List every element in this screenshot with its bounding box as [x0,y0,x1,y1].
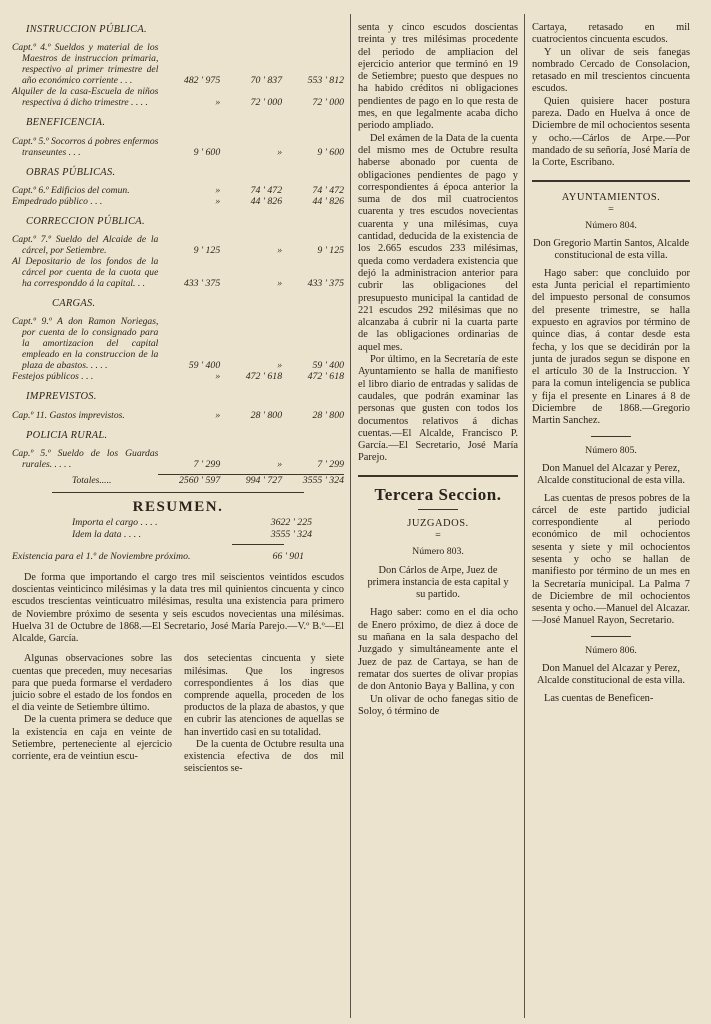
paragraph: Don Manuel del Alcazar y Perez, Alcalde constitucional de esta villa. [536,663,686,687]
paragraph: senta y cinco escudos doscientas treinta y tres milésimas procedente del periodo de ampliacion del ejercicio anterior que terminó en 19 de Setiembre; puesto que despues no ha habido créditos ni obligaciones pendientes de pago en lo que resta de mes, en que legalmente acaba dicho periodo ampliado. [358,22,518,132]
account-amount: 72 ' 000 [312,97,344,109]
paragraph: Hago saber: que concluido por esta Junta pericial el repartimiento del impuesto personal de consumos del presente trimestre, se halla expuesto en agravios por término de quince dias, á contar desde esta fecha, y los que se decidirán por la junta de jurados segun se dispone en el artículo 30 de la Instruccion. Y para la comun inteligencia se publica y fija el presente en Linares á 8 de Diciembre de 1868.—Gregorio Martin Sanchez. [532,267,690,427]
subcolumn [12,653,172,775]
section-heading: OBRAS PÚBLICAS. [26,166,116,178]
section-heading: AYUNTAMIENTOS. [561,191,661,203]
totals-table [12,474,344,486]
account-table [12,316,344,382]
account-amount: » [277,278,283,290]
notice-number: Número 803. [412,546,464,558]
account-amount: 482 ' 975 [183,75,221,87]
account-amount: » [277,245,283,257]
account-row [12,86,344,108]
account-amount: 74 ' 472 [312,184,344,196]
account-amount: 44 ' 826 [250,195,283,207]
account-table [12,185,344,207]
section-heading: IMPREVISTOS. [26,391,97,403]
totals-row: Totales..... 2560 ' 597 994 ' 727 3555 ' 324 [72,475,344,487]
account-label: Empedrado público . . . [12,195,103,207]
account-amount: 74 ' 472 [250,184,283,196]
account-amount: » [215,409,221,421]
paragraph: Y un olivar de seis fanegas nombrado Cercado de Consolacion, retasado en mil trescientos cincuenta escudos. [532,46,690,95]
notice-number: Número 804. [585,219,637,231]
account-row [12,410,344,421]
notice-number: Número 805. [585,444,637,456]
account-amount: 59 ' 400 [312,360,344,372]
account-amount: » [277,360,283,372]
account-amount: » [215,195,221,207]
account-table [12,42,344,108]
column-right: Cartaya, retasado en mil cuatrocientos cincuenta escudos. Y un olivar de seis fanegas nombrado Cercado de Consolacion, retasado en mil trescientos cincuenta escudos. Quien quisiere hacer postura pareza. Dado en Huelva á once de Diciembre de mil ochocientos sesenta y ocho.—Cárlos de Arpe.—Por mandado de su señoría, José María de la Corte, Escribano. AYUNTAMIENTOS. = Número 804. Don Gregorio Martin Santos, Alcalde constitucional de esta villa. Hago saber: que concluido por esta Junta pericial el repartimiento del impuesto personal de consumos del presente trimestre, se halla expuesto en agravios por término de quince dias, á contar desde esta fecha, y los que se decidirán por la junta de jurados segun se dispone en el artículo 30 de la Instruccion. Y para la comun inteligencia se publica y fija el presente en Linares á 8 de Diciembre de 1868.—Gregorio Martin Sanchez. Número 805. Don Manuel del Alcazar y Perez, Alcalde constitucional de esta villa. Las cuentas de presos pobres de la cárcel de este partido judicial correspondiente al periodo económico de mil ochocientos sesenta y siete y mil ochocientos sesenta y ocho se hallan de manifiesto por término de un mes en la Secretaría municipal. La Palma 7 de Diciembre de mil ochocientos sesenta y ocho.—Manuel del Alcazar.—José Manuel Rayon, Secretario. Número 806. Don Manuel del Alcazar y Perez, Alcalde constitucional de esta villa. Las cuentas de Beneficen- [532,22,690,704]
resumen-title: RESUMEN. [132,499,224,516]
account-label: Cap.º 11. Gastos imprevistos. [12,409,125,421]
account-label: Festejos públicos . . . [12,371,94,383]
subcolumn [184,653,344,775]
account-table [12,448,344,470]
paragraph: De forma que importando el cargo tres mil seiscientos veintidos escudos doscientas veinticinco milésimas y la data tres mil quinientos cincuenta y cinco escudos trescientas veinticuatro milésimas, resulta una existencia para primero de Noviembre próximo de sesenta y seis escudos novecientas una milésimas. Huelva 31 de Octubre de 1868.—El Secretario, José María Parejo.—V.º B.º—El Alcalde, García. [12,571,344,645]
account-amount: 433 ' 375 [183,278,221,290]
section-title: Tercera Seccion. [374,484,502,504]
section-heading: JUZGADOS. [407,517,469,529]
paragraph: Don Manuel del Alcazar y Perez, Alcalde constitucional de esta villa. [536,462,686,487]
account-amount: 28 ' 800 [312,409,344,421]
account-amount: 59 ' 400 [188,360,221,372]
paragraph: Un olivar de ocho fanegas sitio de Soloy, ó término de [358,693,518,717]
account-amount: 9 ' 600 [193,146,221,158]
paragraph: Cartaya, retasado en mil cuatrocientos cincuenta escudos. [532,22,690,46]
account-table [12,234,344,289]
account-row [12,234,344,256]
account-amount: 7 ' 299 [193,459,221,471]
account-amount: » [215,371,221,383]
paragraph: Quien quisiere hacer postura pareza. Dado en Huelva á once de Diciembre de mil ochocientos sesenta y ocho.—Cárlos de Arpe.—Por mandado de su señoría, José María de la Corte, Escribano. [532,95,690,169]
account-amount: 72 ' 000 [250,97,283,109]
account-amount: » [277,459,283,471]
paragraph: dos setecientas cincuenta y siete milésimas. Que los ingresos correspondientes á los dias que comprende aquella, proceden de los productos de la plaza de abastos, y que en cubrir las atenciones de aquellas se han invertido casi en su totalidad. [184,653,344,738]
section-heading: CORRECCION PÚBLICA. [26,215,145,227]
account-amount: 9 ' 125 [317,245,344,257]
account-row [12,371,344,382]
column-divider [350,14,351,1018]
account-label: Alquiler de la casa-Escuela de niños respectiva á dicho trimestre . . . . [12,86,159,109]
account-amount: 472 ' 618 [307,371,344,383]
account-label: Capt.º 7.º Sueldo del Alcaide de la cárcel, por Setiembre. [12,234,159,257]
paragraph: Las cuentas de Beneficen- [544,692,654,704]
paragraph: De la cuenta de Octubre resulta una existencia efectiva de dos mil seiscientos se- [184,738,344,775]
account-label: Capt.º 5.º Socorros á pobres enfermos transeuntes . . . [12,135,159,158]
account-amount: » [215,97,221,109]
account-row [12,185,344,196]
account-label: Cap.º 5.º Sueldo de los Guardas rurales. . . . . [12,448,159,471]
account-amount: » [277,146,283,158]
account-row [12,448,344,470]
account-table [12,136,344,158]
column-middle: senta y cinco escudos doscientas treinta y tres milésimas procedente del periodo de ampliacion del ejercicio anterior que terminó en 19 de Setiembre; puesto que despues no ha habido créditos ni obligaciones pendientes de pago en lo que resta de mes, en que legalmente acaba dicho periodo ampliado. Del exámen de la Data de la cuenta del mismo mes de Octubre resulta haberse abonado por cuenta de obligaciones pendientes de pago y correspondientes á época anterior la suma de dos mil cuatrocientos cuarenta y tres escudos novecientas cuarenta y una milésimas, cuya cantidad, deducida de la existencia de los 2.665 escudos 233 milésimas, queda como verdadera existencia que dejó la administracion anterior para cubrir las obligaciones del presupuesto municipal la cantidad de 221 escudos 292 milésimas que no alcanzaba á cubrir ni la cuarta parte de las obligaciones ordinarias de aquel mes. Por último, en la Secretaría de este Ayuntamiento se halla de manifiesto el libro diario de entradas y salidas de caudales, que podrán examinar las personas que gusten con todos los documentos relativos á dichas cuentas.—El Alcalde, Francisco P. García.—El Secretario, José María Parejo. Tercera Seccion. JUZGADOS. = Número 803. Don Cárlos de Arpe, Juez de primera instancia de esta capital y su partido. Hago saber: como en el dia ocho de Enero próximo, de diez á doce de su mañana en la sala despacho del Juzgado y simultáneamente ante el Juez de paz de Cartaya, se han de rematar dos suertes de olivar propias de don Antonio Baya y Ballina, y con Un olivar de ocho fanegas sitio de Soloy, ó término de [358,22,518,717]
section-heading: CARGAS. [52,298,96,310]
resumen-row: Importa el cargo . . . . 3622 ' 225 [72,517,312,529]
column-divider [524,14,525,1018]
account-amount: » [215,184,221,196]
account-amount: 9 ' 600 [317,146,344,158]
account-row [12,136,344,158]
paragraph: Del exámen de la Data de la cuenta del mismo mes de Octubre resulta haberse abonado por cuenta de obligaciones pendientes de pago y correspondientes á época anterior la suma de dos mil cuatrocientos cuarenta y tres escudos novecientas cuarenta y una milésimas, cuya cantidad, deducida de la existencia de los 2.665 escudos 233 milésimas, queda como verdadera existencia que dejó la administracion anterior para cubrir las obligaciones del presupuesto municipal la cantidad de 221 escudos 292 milésimas que no alcanzaba á cubrir ni la cuarta parte de las obligaciones ordinarias de aquel mes. [358,132,518,353]
account-amount: 553 ' 812 [307,75,344,87]
account-amount: 70 ' 837 [250,75,283,87]
paragraph: De la cuenta primera se deduce que la existencia en caja en veinte de Setiembre, perteneciente al ejercicio corriente, era de veintiun escu- [12,714,172,763]
account-amount: 28 ' 800 [250,409,283,421]
section-heading: INSTRUCCION PÚBLICA. [26,24,147,35]
paragraph: Don Cárlos de Arpe, Juez de primera instancia de esta capital y su partido. [367,564,509,601]
paragraph: Algunas observaciones sobre las cuentas que preceden, muy necesarias para que pueda formarse el verdadero juicio sobre el estado de los fondos en el dia veinte de Setiembre último. [12,653,172,714]
account-row [12,196,344,207]
paragraph: Las cuentas de presos pobres de la cárcel de este partido judicial correspondiente al periodo económico de mil ochocientos sesenta y siete y mil ochocientos sesenta y ocho se hallan de manifiesto por término de un mes en la Secretaría municipal. La Palma 7 de Diciembre de mil ochocientos sesenta y ocho.—Manuel del Alcazar.—José Manuel Rayon, Secretario. [532,492,690,627]
account-label: Capt.º 6.º Edificios del comun. [12,184,130,196]
account-table [12,410,344,421]
account-label: Capt.º 4.º Sueldos y material de los Maestros de instruccion primaria, respectivo al primer trimestre del año económico corriente . . . [12,42,159,87]
section-heading: POLICIA RURAL. [26,429,108,441]
section-heading: BENEFICENCIA. [26,117,106,129]
paragraph: Don Gregorio Martin Santos, Alcalde constitucional de esta villa. [532,238,690,262]
account-label: Capt.º 9.º A don Ramon Noriegas, por cuenta de lo consignado para la amortizacion del capital empleado en la construccion de la plaza de abastos. . . . . [12,316,159,372]
paragraph: Por último, en la Secretaría de este Ayuntamiento se halla de manifiesto el libro diario de entradas y salidas de caudales, que podrán examinar las personas que gusten con todos los documentos relativos á dichas cuentas.—El Alcalde, Francisco P. García.—El Secretario, José María Parejo. [358,354,518,464]
resumen-row: Idem la data . . . . 3555 ' 324 [72,529,312,541]
account-row [12,316,344,371]
account-amount: 44 ' 826 [312,195,344,207]
paragraph: Hago saber: como en el dia ocho de Enero próximo, de diez á doce de su mañana en la sala despacho del Juzgado y simultáneamente ante el Juez de paz de Cartaya, se han de rematar dos suertes de olivar propias de don Antonio Baya y Ballina, y con [358,607,518,693]
account-row [12,256,344,289]
account-amount: 433 ' 375 [307,278,344,290]
column-accounts [12,22,344,775]
account-amount: 7 ' 299 [317,459,344,471]
account-row [12,42,344,86]
notice-number: Número 806. [585,644,637,656]
account-label: Al Depositario de los fondos de la cárcel por cuenta de la cuota que ha corresponddo á la capital. . . [12,256,159,290]
account-amount: 9 ' 125 [193,245,221,257]
existencia-row: Existencia para el 1.º de Noviembre próximo. 66 ' 901 [12,551,304,563]
account-amount: 472 ' 618 [245,371,283,383]
